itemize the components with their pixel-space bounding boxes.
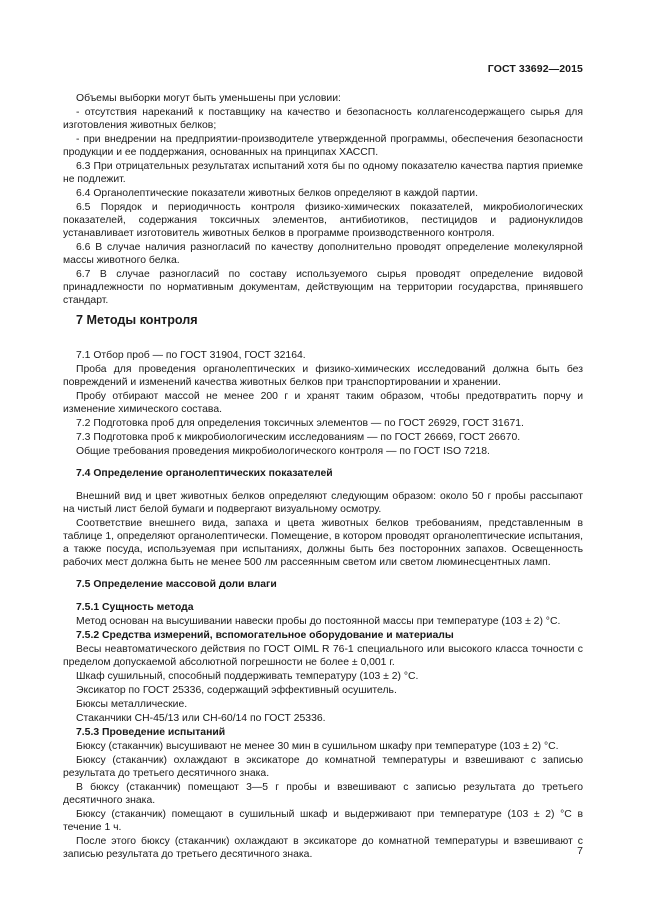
clause-6-3: 6.3 При отрицательных результатах испытаний хотя бы по одному показателю качества партия приемке не подлежит. [63, 161, 583, 185]
subsection-heading-7-5-3: 7.5.3 Проведение испытаний [76, 727, 226, 738]
subsection-heading-7-5-1: 7.5.1 Сущность метода [76, 602, 194, 613]
paragraph: Бюксы металлические. [76, 699, 188, 710]
document-id: ГОСТ 33692—2015 [487, 63, 583, 75]
paragraph: Внешний вид и цвет животных белков определяют следующим образом: около 50 г пробы рассыпают на чистый лист белой бумаги и подвергают визуальному осмотру. [63, 491, 583, 515]
paragraph: Бюксу (стаканчик) помещают в сушильный шкаф и выдерживают при температуре (103 ± 2) °С в течение 1 ч. [63, 809, 583, 833]
clause-7-2: 7.2 Подготовка проб для определения токсичных элементов — по ГОСТ 26929, ГОСТ 31671. [76, 418, 524, 429]
subsection-heading-7-5: 7.5 Определение массовой доли влаги [76, 579, 277, 590]
clause-7-3: 7.3 Подготовка проб к микробиологическим исследованиям — по ГОСТ 26669, ГОСТ 26670. [76, 432, 521, 443]
paragraph: Эксикатор по ГОСТ 25336, содержащий эффективный осушитель. [76, 685, 397, 696]
paragraph: Стаканчики СН-45/13 или СН-60/14 по ГОСТ 25336. [76, 713, 326, 724]
clause-7-1: 7.1 Отбор проб — по ГОСТ 31904, ГОСТ 32164. [76, 350, 306, 361]
clause-6-6: 6.6 В случае наличия разногласий по качеству дополнительно проводят определение молекулярной массы животного белка. [63, 242, 583, 266]
page-content [63, 92, 583, 862]
list-item: - отсутствия нареканий к поставщику на качество и безопасность коллагенсодержащего сырья для изготовления животных белков; [63, 107, 583, 131]
paragraph: Общие требования проведения микробиологического контроля — по ГОСТ ISO 7218. [76, 446, 490, 457]
paragraph: После этого бюксу (стаканчик) охлаждают в эксикаторе до комнатной температуры и взвешивают с записью результата до третьего десятичного знака. [63, 836, 583, 860]
paragraph: Шкаф сушильный, способный поддерживать температуру (103 ± 2) °С. [76, 671, 419, 682]
page-number: 7 [577, 845, 583, 857]
paragraph: Объемы выборки могут быть уменьшены при условии: [76, 93, 341, 104]
list-item: - при внедрении на предприятии-производителе утвержденной программы, обеспечения безопасности продукции и ее поддержания, основанных на принципах ХАССП. [63, 134, 583, 158]
clause-6-7: 6.7 В случае разногласий по составу используемого сырья проводят определение видовой принадлежности по нормативным документам, действующим на территории государства, принявшего стандарт. [63, 269, 583, 306]
subsection-heading-7-5-2: 7.5.2 Средства измерений, вспомогательное оборудование и материалы [76, 630, 454, 641]
paragraph: Бюксу (стаканчик) высушивают не менее 30 мин в сушильном шкафу при температуре (103 ± 2) °С. [76, 741, 559, 752]
subsection-heading-7-4: 7.4 Определение органолептических показателей [76, 468, 333, 479]
paragraph: Соответствие внешнего вида, запаха и цвета животных белков требованиям, представленным в таблице 1, определяют органолептически. Помещение, в котором проводят органолептические испытания, а также посуда, используемая при испытаниях, должны быть без посторонних запахов. Освещенность рабочих мест должна быть не менее 500 лм рассеянным светом или светом люминесцентных ламп. [63, 518, 583, 568]
paragraph: В бюксу (стаканчик) помещают 3—5 г пробы и взвешивают с записью результата до третьего десятичного знака. [63, 782, 583, 806]
paragraph: Весы неавтоматического действия по ГОСТ OIML R 76-1 специального или высокого класса точности с пределом допускаемой абсолютной погрешности не более ± 0,001 г. [63, 644, 583, 668]
section-heading: 7 Методы контроля [76, 313, 198, 327]
paragraph: Пробу отбирают массой не менее 200 г и хранят таким образом, чтобы предотвратить порчу и изменение химического состава. [63, 391, 583, 415]
paragraph: Проба для проведения органолептических и физико-химических исследований должна быть без повреждений и изменений качества животных белков при транспортировании и хранении. [63, 364, 583, 388]
paragraph: Метод основан на высушивании навески пробы до постоянной массы при температуре (103 ± 2) °С. [76, 616, 561, 627]
clause-6-5: 6.5 Порядок и периодичность контроля физико-химических показателей, микробиологических показателей, содержания токсичных элементов, антибиотиков, пестицидов и радионуклидов устанавливает изготовитель животных белков в программе производственного контроля. [63, 202, 583, 239]
paragraph: Бюксу (стаканчик) охлаждают в эксикаторе до комнатной температуры и взвешивают с записью результата до третьего десятичного знака. [63, 755, 583, 779]
clause-6-4: 6.4 Органолептические показатели животных белков определяют в каждой партии. [76, 188, 478, 199]
